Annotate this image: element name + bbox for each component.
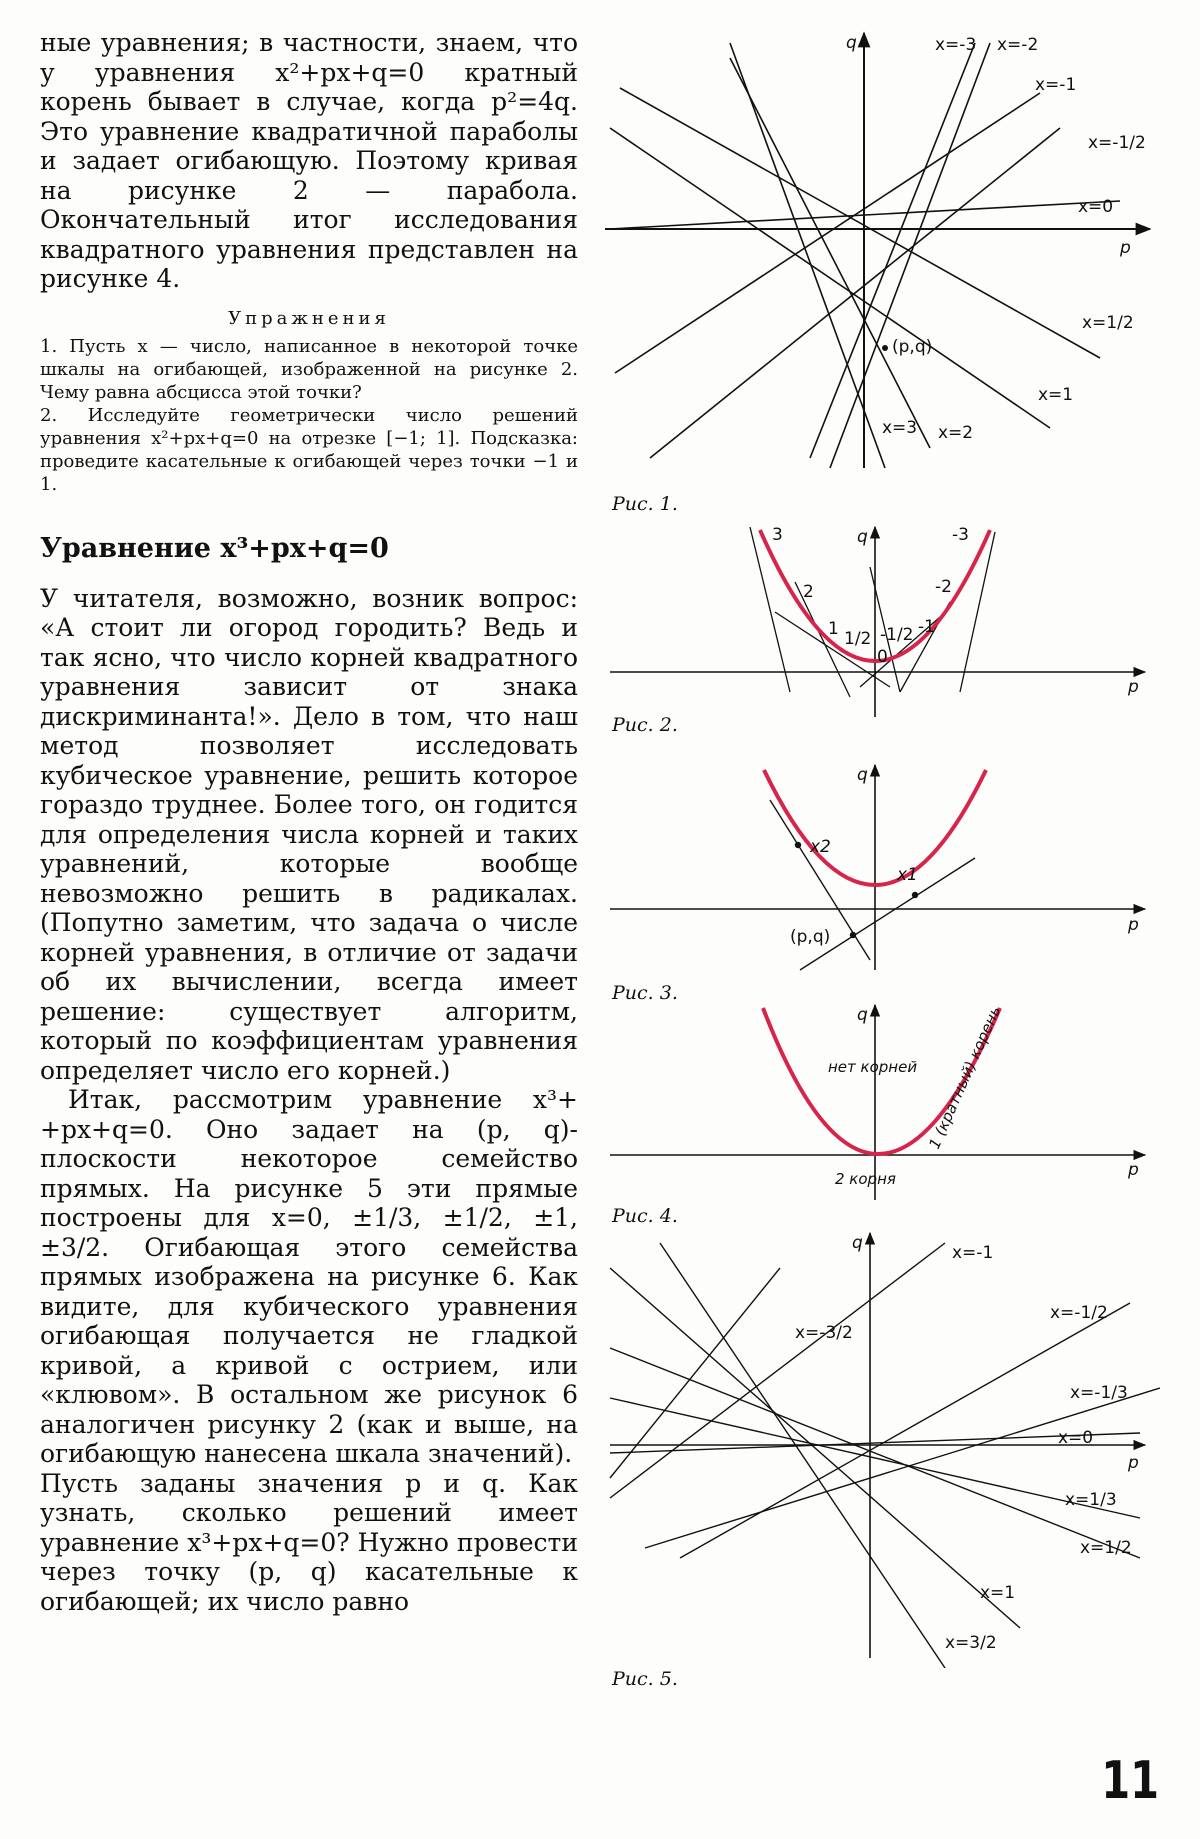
page-number: 11	[1100, 1751, 1159, 1811]
fig5-label: x=-1	[952, 1243, 994, 1263]
fig1-caption: Рис. 1.	[612, 493, 678, 515]
fig2-scale-label: 1	[828, 619, 839, 639]
fig5-line-x-neg1	[610, 1243, 945, 1498]
fig5-label: x=1	[980, 1583, 1016, 1603]
paragraph-1: У читателя, возможно, возник вопрос: «А стоит ли огород городить? Ведь и так ясно, что число корней квадратного уравнения зависит от знака дискриминанта!». Дело в том, что наш метод позволяет исследовать кубическое уравнение, решить которое гораздо труднее. Более того, он годится для определения числа корней и таких уравнений, которые вообще невозможно решить в радикалах. (Попутно заметим, что задача о числе корней уравнения, в отличие от задачи об их вычислении, всегда имеет решение: существует алгоритм, который по коэффициентам уравнения определяет число его корней.)	[40, 583, 578, 1085]
fig5-line-x-neg-3half	[610, 1268, 780, 1478]
fig1-label: x=3	[882, 418, 918, 438]
fig2-scale-label: -3	[952, 525, 969, 545]
figure-4-svg	[600, 1000, 1160, 1210]
fig1-line-x3	[730, 43, 885, 468]
fig1-line-x-neg-half-b	[615, 93, 1040, 373]
fig5-line-x-3half	[660, 1243, 945, 1668]
fig1-line-x-neg3	[810, 43, 975, 458]
fig3-axis-q: q	[857, 765, 868, 785]
fig3-label-pq: (p,q)	[790, 927, 831, 947]
fig1-label: x=-1	[1035, 75, 1077, 95]
fig1-axis-p: p	[1120, 238, 1131, 258]
fig4-caption: Рис. 4.	[612, 1205, 678, 1227]
fig5-label: x=-1/2	[1050, 1303, 1108, 1323]
fig2-axis-q: q	[857, 527, 868, 547]
figure-5-svg	[600, 1228, 1160, 1668]
fig3-label-x2: x2	[810, 837, 831, 857]
fig1-line-x1	[610, 128, 1050, 428]
exercise-1: 1. Пусть x — число, написанное в некоторой точке шкалы на огибающей, изображенной на рисунке 2. Чему равна абсцисса этой точки?	[40, 336, 578, 403]
fig2-scale-label: -2	[935, 577, 952, 597]
fig2-scale-label: 0	[877, 647, 888, 667]
fig4-region-one: 1 (кратный) корень	[925, 1003, 1005, 1152]
fig3-caption: Рис. 3.	[612, 982, 678, 1004]
paragraph-2: Итак, рассмотрим уравнение x³+ +px+q=0. Оно задает на (p, q)-плоскости некоторое семейство прямых. На рисунке 5 эти прямые построены для x=0, ±1/3, ±1/2, ±1, ±3/2. Огибающая этого семейства прямых изображена на рисунке 6. Как видите, для кубического уравнения огибающая получается не гладкой кривой, а кривой с острием, или «клювом». В остальном же рисунок 6 аналогичен рисунку 2 (как и выше, на огибающую нанесена шкала значений).	[40, 1085, 578, 1468]
fig5-line-x-half	[610, 1348, 1140, 1558]
fig2-scale-label: -1	[918, 617, 935, 637]
figure-2	[600, 522, 1160, 742]
text-column	[40, 28, 578, 1616]
fig1-line-x-neg-half	[650, 128, 1060, 458]
fig1-point-pq	[882, 345, 888, 351]
fig1-line-x2	[730, 58, 933, 448]
fig4-region-two: 2 корня	[835, 1170, 896, 1188]
fig5-label: x=0	[1058, 1428, 1094, 1448]
fig1-label: x=-1/2	[1088, 133, 1146, 153]
fig4-axis-p: p	[1128, 1160, 1139, 1180]
fig1-label: x=1	[1038, 385, 1074, 405]
fig2-scale-label: 1/2	[844, 629, 872, 649]
fig3-point-x2	[795, 842, 801, 848]
fig2-axis-p: p	[1128, 677, 1139, 697]
exercise-2: 2. Исследуйте геометрически число решений уравнения x²+px+q=0 на отрезке [−1; 1]. Подсказка: проведите касательные к огибающей через точки −1 и 1.	[40, 405, 578, 495]
fig2-caption: Рис. 2.	[612, 714, 678, 736]
figure-3-svg	[600, 760, 1160, 980]
fig4-axis-q: q	[857, 1005, 868, 1025]
fig5-label: x=1/3	[1065, 1490, 1117, 1510]
fig1-label: x=2	[938, 423, 974, 443]
figure-3	[600, 760, 1160, 1004]
fig5-label: x=-3/2	[795, 1323, 853, 1343]
fig4-region-none: нет корней	[828, 1058, 918, 1076]
fig3-axis-p: p	[1128, 915, 1139, 935]
fig2-scale-label: 3	[772, 525, 783, 545]
fig1-label: x=0	[1078, 197, 1114, 217]
fig3-label-x1: x1	[897, 865, 918, 885]
fig5-axis-q: q	[852, 1233, 863, 1253]
fig5-label: x=-1/3	[1070, 1383, 1128, 1403]
section-title: Уравнение x³+px+q=0	[40, 533, 389, 564]
fig1-label: (p,q)	[892, 337, 933, 357]
fig3-point-x1	[912, 892, 918, 898]
fig1-line-x-half	[620, 88, 1100, 358]
fig3-tangent-x1	[800, 858, 975, 970]
figure-1-svg	[600, 28, 1160, 508]
figure-5	[600, 1228, 1160, 1688]
fig1-axis-q: q	[846, 33, 857, 53]
fig5-label: x=1/2	[1080, 1538, 1132, 1558]
fig5-axis-p: p	[1128, 1453, 1139, 1473]
fig5-line-x1	[610, 1268, 1020, 1628]
fig2-scale-label: 2	[803, 582, 814, 602]
fig5-label: x=3/2	[945, 1633, 997, 1653]
intro-paragraph: ные уравнения; в частности, знаем, что у уравнения x²+px+q=0 кратный корень бывает в случае, когда p²=4q. Это уравнение квадратичной параболы и задает огибающую. Поэтому кривая на рисунке 2 — парабола. Окончательный итог исследования квадратного уравнения представлен на рисунке 4.	[40, 28, 578, 293]
fig2-scale-label: -1/2	[880, 625, 914, 645]
exercises-heading: Упражнения	[228, 307, 390, 329]
paragraph-3: Пусть заданы значения p и q. Как узнать, сколько решений имеет уравнение x³+px+q=0? Нужно провести через точку (p, q) касательные к огибающей; их число равно	[40, 1468, 578, 1616]
fig3-point-pq	[850, 932, 856, 938]
figure-2-svg	[600, 522, 1160, 722]
fig5-caption: Рис. 5.	[612, 1668, 678, 1690]
fig1-label: x=-3	[935, 35, 977, 55]
figure-1	[600, 28, 1160, 515]
fig1-line-x-neg2	[830, 43, 990, 468]
figure-4	[600, 1000, 1160, 1230]
fig1-label: x=1/2	[1082, 313, 1134, 333]
fig1-label: x=-2	[997, 35, 1039, 55]
